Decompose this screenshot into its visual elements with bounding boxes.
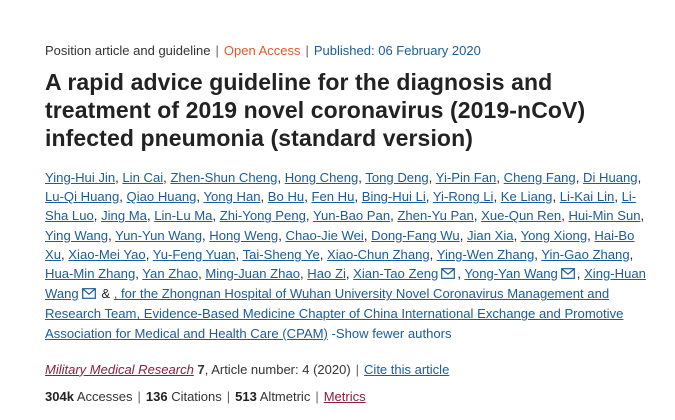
author-link[interactable]: Yun-Bao Pan: [312, 208, 391, 224]
author-link[interactable]: Tai-Sheng Ye: [242, 246, 320, 262]
author-link[interactable]: Yun-Yun Wang: [115, 227, 202, 243]
author-link[interactable]: Bing-Hui Li: [361, 189, 426, 205]
published-date: Published: 06 February 2020: [313, 43, 481, 58]
article-number: , Article number: 4 (2020): [204, 361, 351, 377]
article-header: [45, 42, 650, 406]
altmetric-score: 513: [235, 388, 257, 404]
author-link[interactable]: Xiao-Mei Yao: [68, 246, 146, 262]
author-link[interactable]: Yong Han: [203, 189, 261, 205]
article-title: A rapid advice guideline for the diagnosis and treatment of 2019 novel coronavirus (2019-nCoV) infected pneumonia (standard version): [45, 69, 586, 151]
author-link[interactable]: Dong-Fang Wu: [371, 227, 460, 243]
author-link[interactable]: Yong Xiong: [520, 227, 588, 243]
article-meta: Position article and guideline | Open Access | Published: 06 February 2020: [45, 43, 481, 58]
author-link[interactable]: Hui-Min Sun: [568, 208, 641, 224]
author-link[interactable]: Ying Wang: [45, 227, 109, 243]
author-link[interactable]: Ke Liang: [500, 189, 553, 205]
altmetric-label: Altmetric: [259, 388, 311, 404]
cite-this-article-link[interactable]: Cite this article: [364, 361, 450, 377]
email-icon[interactable]: [82, 285, 96, 304]
author-link[interactable]: Lin Cai: [122, 170, 164, 185]
author-link[interactable]: Zhen-Yu Pan: [397, 208, 474, 224]
article-type: Position article and guideline: [45, 43, 211, 58]
author-link[interactable]: Yong-Yan Wang: [464, 266, 558, 282]
journal-volume: 7: [197, 361, 205, 377]
author-link[interactable]: Fen Hu: [311, 189, 355, 205]
email-icon[interactable]: [441, 265, 455, 284]
author-link[interactable]: Qiao Huang: [126, 189, 197, 205]
show-fewer-authors-button[interactable]: -Show fewer authors: [331, 325, 452, 341]
author-link[interactable]: Xue-Qun Ren: [481, 208, 562, 224]
citations-label: Citations: [171, 388, 222, 404]
group-author-link[interactable]: , for the Zhongnan Hospital of Wuhan University Novel Coronavirus Management and Research Team, Evidence-Based Medicine Chapter of China International Exchange and Promotive Association for Medical and Health Care (CPAM): [45, 286, 624, 341]
author-link[interactable]: Lu-Qi Huang: [45, 189, 120, 205]
metrics-bar: 304k Accesses | 136 Citations | 513 Altmetric | Metrics: [45, 388, 366, 404]
citations-count: 136: [145, 388, 168, 404]
author-link[interactable]: Zhi-Yong Peng: [219, 208, 306, 224]
author-link[interactable]: Cheng Fang: [503, 170, 576, 185]
journal-info: Military Medical Research 7, Article number: 4 (2020) | Cite this article: [45, 361, 450, 377]
author-link[interactable]: Hong Cheng: [284, 170, 359, 185]
author-link[interactable]: Yi-Pin Fan: [435, 170, 497, 185]
author-link[interactable]: Hao Zi: [307, 266, 346, 282]
accesses-count: 304k: [45, 388, 74, 404]
author-link[interactable]: Yin-Gao Zhang: [541, 246, 630, 262]
author-link[interactable]: Jian Xia: [466, 227, 514, 243]
author-link[interactable]: Zhen-Shun Cheng: [170, 170, 278, 185]
author-link[interactable]: Di Huang: [583, 170, 638, 185]
author-link[interactable]: Hua-Min Zhang: [45, 266, 136, 282]
author-link[interactable]: Hong Weng: [209, 227, 279, 243]
accesses-label: Accesses: [76, 388, 133, 404]
author-link[interactable]: Li-Sha Luo: [45, 189, 637, 224]
author-link[interactable]: Xian-Tao Zeng: [353, 266, 439, 282]
author-link[interactable]: Lin-Lu Ma: [154, 208, 213, 224]
author-link[interactable]: Bo Hu: [267, 189, 305, 205]
metrics-link[interactable]: Metrics: [323, 388, 366, 404]
author-link[interactable]: Chao-Jie Wei: [285, 227, 364, 243]
author-link[interactable]: Yi-Rong Li: [432, 189, 494, 205]
author-link[interactable]: Ming-Juan Zhao: [205, 266, 301, 282]
author-link[interactable]: Yu-Feng Yuan: [152, 246, 236, 262]
author-link[interactable]: Li-Kai Lin: [559, 189, 615, 205]
author-ampersand: &: [101, 286, 111, 302]
author-link[interactable]: Yan Zhao: [142, 266, 199, 282]
author-link[interactable]: Tong Deng: [365, 170, 429, 185]
author-list: Ying-Hui Jin, Lin Cai, Zhen-Shun Cheng, Hong Cheng, Tong Deng, Yi-Pin Fan, Cheng Fang, Di Huang, Lu-Qi Huang, Qiao Huang, Yong Han, Bo Hu, Fen Hu, Bing-Hui Li, Yi-Rong Li, Ke Liang, Li-Kai Lin, Li-Sha Luo, Jing Ma, Lin-Lu Ma, Zhi-Yong Peng, Yun-Bao Pan, Zhen-Yu Pan, Xue-Qun Ren, Hui-Min Sun, Ying Wang, Yun-Yun Wang, Hong Weng, Chao-Jie Wei, Dong-Fang Wu, Jian Xia, Yong Xiong, Hai-Bo Xu, Xiao-Mei Yao, Yu-Feng Yuan, Tai-Sheng Ye, Xiao-Chun Zhang, Ying-Wen Zhang, Yin-Gao Zhang, Hua-Min Zhang, Yan Zhao, Ming-Juan Zhao, Hao Zi, Xian-Tao Zeng , Yong-Yan Wang , Xing-Huan Wang & , for the Zhongnan Hospital of Wuhan University Novel Coronavirus Management and Research Team, Evidence-Based Medicine Chapter of China International Exchange and Promotive Association for Medical and Health Care (CPAM) -Show fewer authors: [45, 170, 646, 341]
author-link[interactable]: Xiao-Chun Zhang: [327, 246, 430, 262]
journal-link[interactable]: Military Medical Research: [45, 361, 194, 377]
author-link[interactable]: Hai-Bo Xu: [45, 227, 635, 262]
author-link[interactable]: Xing-Huan Wang: [45, 266, 646, 302]
email-icon[interactable]: [561, 265, 575, 284]
author-link[interactable]: Ying-Wen Zhang: [436, 246, 535, 262]
open-access-badge: Open Access: [223, 43, 301, 58]
author-link[interactable]: Jing Ma: [101, 208, 147, 224]
author-link[interactable]: Ying-Hui Jin: [45, 170, 116, 185]
